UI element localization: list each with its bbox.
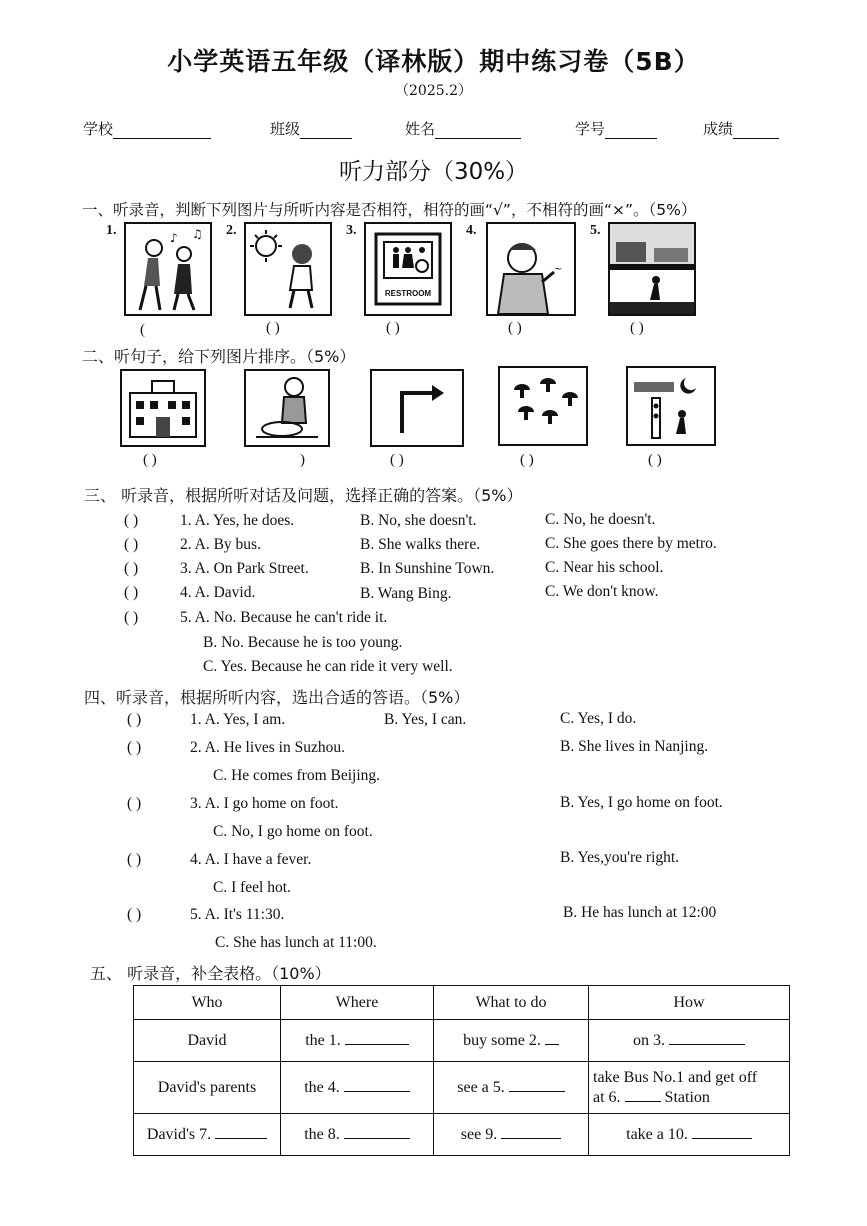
part3-q4-option-b: B. Wang Bing. [360, 585, 452, 602]
part4-q4-option-c: C. I feel hot. [213, 879, 291, 896]
picture-mushrooms [498, 366, 588, 446]
part4-q5-option-c: C. She has lunch at 11:00. [215, 934, 377, 951]
part1-answer-paren[interactable]: ( [140, 322, 145, 338]
svg-text:~: ~ [554, 264, 563, 275]
part4-q4-option-a: 4. A. I have a fever. [190, 851, 312, 868]
part4-q1-option-a: 1. A. Yes, I am. [190, 711, 286, 728]
table-cell: David's parents [134, 1062, 281, 1114]
part3-answer-paren[interactable]: ( ) [124, 536, 139, 553]
part4-q1-option-b: B. Yes, I can. [384, 711, 467, 728]
table-cell-blank-5[interactable]: see a 5. [434, 1062, 589, 1114]
part4-answer-paren[interactable]: ( ) [127, 711, 142, 728]
svg-text:♫: ♫ [192, 227, 203, 241]
picture-school-building [120, 369, 206, 447]
part4-q2-option-a: 2. A. He lives in Suzhou. [190, 739, 345, 756]
part3-heading: 三、 听录音，根据所听对话及问题，选择正确的答案。（5%） [84, 486, 523, 505]
part4-answer-paren[interactable]: ( ) [127, 739, 142, 756]
part1-number: 1. [106, 223, 117, 238]
table-header-what: What to do [434, 986, 589, 1020]
part2-answer-paren[interactable]: ( ) [520, 452, 534, 468]
part4-answer-paren[interactable]: ( ) [127, 795, 142, 812]
part1-answer-paren[interactable]: ( ) [386, 320, 400, 336]
part2-answer-paren[interactable]: ) [300, 452, 305, 468]
picture-restroom-sign [364, 222, 452, 316]
field-school: 学校 [83, 118, 211, 139]
picture-turn-right-sign [370, 369, 464, 447]
svg-text:♪: ♪ [170, 231, 178, 245]
part4-q5-option-b: B. He has lunch at 12:00 [563, 904, 717, 921]
table-cell-blank-9[interactable]: see 9. [434, 1114, 589, 1156]
picture-traffic-night [626, 366, 716, 446]
field-class: 班级 [270, 118, 352, 139]
part3-answer-paren[interactable]: ( ) [124, 512, 139, 529]
part4-q2-option-b: B. She lives in Nanjing. [560, 738, 709, 755]
listening-section-title: 听力部分（30%） [338, 159, 529, 185]
part3-q1-option-c: C. No, he doesn't. [545, 511, 656, 528]
table-cell-blank-4[interactable]: the 4. [281, 1062, 434, 1114]
part3-q1-option-b: B. No, she doesn't. [360, 512, 477, 529]
part3-q1-option-a: 1. A. Yes, he does. [180, 512, 295, 529]
part3-q5-option-a: 5. A. No. Because he can't ride it. [180, 609, 388, 626]
part4-q3-option-c: C. No, I go home on foot. [213, 823, 373, 840]
part4-q2-option-c: C. He comes from Beijing. [213, 767, 381, 784]
table-cell-blank-8[interactable]: the 8. [281, 1114, 434, 1156]
table-cell: David [134, 1020, 281, 1062]
part4-q3-option-a: 3. A. I go home on foot. [190, 795, 339, 812]
picture-sunny-hot-boy [244, 222, 332, 316]
part3-answer-paren[interactable]: ( ) [124, 609, 139, 626]
part3-answer-paren[interactable]: ( ) [124, 560, 139, 577]
picture-walking-street [608, 222, 696, 316]
part3-q3-option-c: C. Near his school. [545, 559, 664, 576]
part3-q3-option-a: 3. A. On Park Street. [180, 560, 309, 577]
table-cell-blank-1[interactable]: the 1. [281, 1020, 434, 1062]
table-cell-blank-6[interactable]: take Bus No.1 and get off at 6. Station [589, 1062, 790, 1114]
table-header-who: Who [134, 986, 281, 1020]
part4-q4-option-b: B. Yes,you're right. [560, 849, 680, 866]
part1-number: 4. [466, 223, 477, 238]
field-score: 成绩 [703, 118, 779, 139]
part1-answer-paren[interactable]: ( ) [508, 320, 522, 336]
part1-answer-paren[interactable]: ( ) [630, 320, 644, 336]
part2-answer-paren[interactable]: ( ) [648, 452, 662, 468]
restroom-label: RESTROOM [384, 289, 432, 298]
table-cell-blank-3[interactable]: on 3. [589, 1020, 790, 1062]
part2-answer-paren[interactable]: ( ) [143, 452, 157, 468]
part1-heading: 一、听录音，判断下列图片与所听内容是否相符，相符的画“√”，不相符的画“×”。（5%） [82, 201, 697, 219]
part4-answer-paren[interactable]: ( ) [127, 851, 142, 868]
part3-q4-option-c: C. We don't know. [545, 583, 659, 600]
table-cell-blank-2[interactable]: buy some 2. [434, 1020, 589, 1062]
part1-number: 5. [590, 223, 601, 238]
picture-boy-coughing [486, 222, 576, 316]
exam-date: （2025.2） [395, 83, 472, 99]
part3-q2-option-c: C. She goes there by metro. [545, 535, 717, 552]
field-student-number: 学号 [575, 118, 657, 139]
part3-q2-option-b: B. She walks there. [360, 536, 481, 553]
picture-singing-dancing [124, 222, 212, 316]
exam-title: 小学英语五年级（译林版）期中练习卷（5B） [167, 47, 700, 76]
part3-q4-option-a: 4. A. David. [180, 584, 256, 601]
table-cell-blank-10[interactable]: take a 10. [589, 1114, 790, 1156]
part3-q5-option-c: C. Yes. Because he can ride it very well. [203, 658, 453, 675]
part1-answer-paren[interactable]: ( ) [266, 320, 280, 336]
fill-in-table [133, 985, 790, 1156]
part4-q1-option-c: C. Yes, I do. [560, 710, 637, 727]
part4-q5-option-a: 5. A. It's 11:30. [190, 906, 285, 923]
part4-heading: 四、听录音，根据所听内容，选出合适的答语。（5%） [84, 688, 470, 707]
part2-answer-paren[interactable]: ( ) [390, 452, 404, 468]
part3-q3-option-b: B. In Sunshine Town. [360, 560, 495, 577]
table-header-where: Where [281, 986, 434, 1020]
part3-q5-option-b: B. No. Because he is too young. [203, 634, 403, 651]
part1-number: 2. [226, 223, 237, 238]
part3-q2-option-a: 2. A. By bus. [180, 536, 261, 553]
part3-answer-paren[interactable]: ( ) [124, 584, 139, 601]
field-name: 姓名 [405, 118, 521, 139]
part4-q3-option-b: B. Yes, I go home on foot. [560, 794, 723, 811]
table-header-how: How [589, 986, 790, 1020]
table-cell-blank-7[interactable]: David's 7. [134, 1114, 281, 1156]
picture-girl-washing [244, 369, 330, 447]
part4-answer-paren[interactable]: ( ) [127, 906, 142, 923]
part1-number: 3. [346, 223, 357, 238]
part5-heading: 五、 听录音，补全表格。（10%） [90, 964, 331, 983]
part2-heading: 二、听句子，给下列图片排序。（5%） [82, 347, 356, 366]
